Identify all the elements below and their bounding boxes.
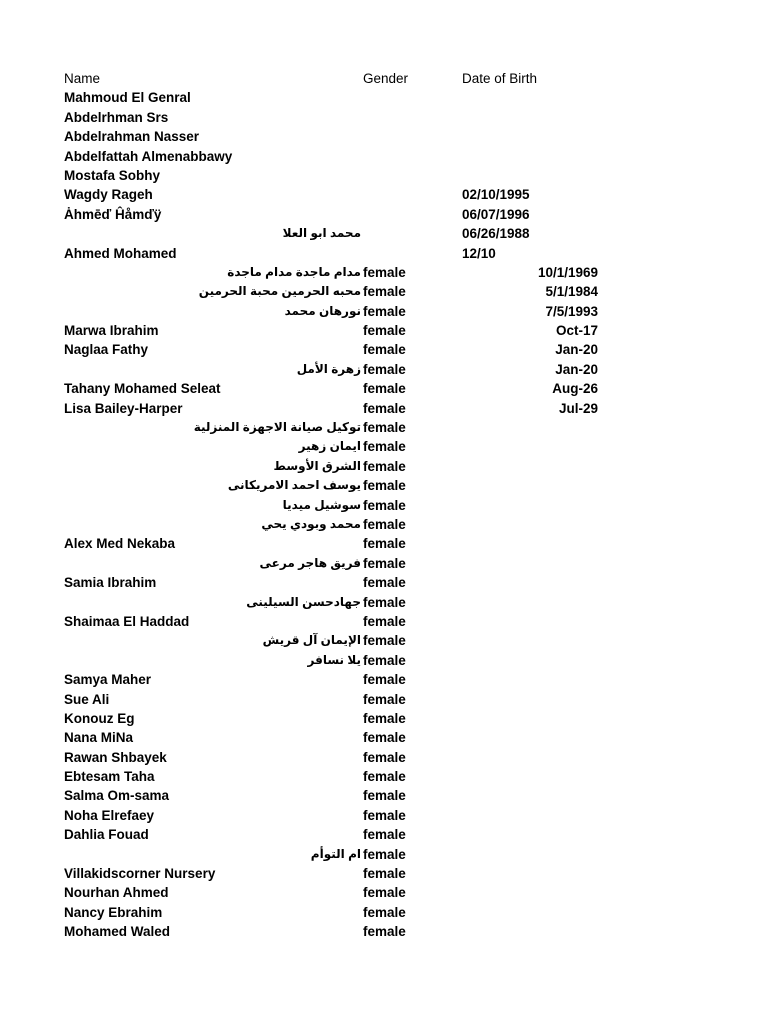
table-row bbox=[0, 379, 768, 398]
table-row bbox=[0, 321, 768, 340]
name-cell: Abdelrhman Srs bbox=[64, 109, 169, 125]
name-cell: Wagdy Rageh bbox=[64, 187, 153, 203]
name-cell: Nourhan Ahmed bbox=[64, 885, 169, 901]
table-row bbox=[0, 786, 768, 805]
name-cell: Shaimaa El Haddad bbox=[64, 613, 190, 629]
name-cell: Mostafa Sobhy bbox=[64, 167, 161, 183]
table-row bbox=[0, 127, 768, 146]
gender-cell: female bbox=[363, 478, 406, 494]
name-cell: ايمان زهير bbox=[298, 439, 361, 454]
name-cell: فريق هاجر مرعى bbox=[259, 555, 361, 570]
name-cell: Ahmed Mohamed bbox=[64, 245, 177, 261]
table-body bbox=[0, 88, 768, 941]
name-cell: محبه الحرمين محبة الحرمين bbox=[198, 284, 361, 299]
name-cell: محمد ابو العلا bbox=[282, 226, 361, 241]
name-cell: Dahlia Fouad bbox=[64, 827, 149, 843]
gender-cell: female bbox=[363, 866, 406, 882]
name-cell: Lisa Bailey-Harper bbox=[64, 400, 183, 416]
table-row bbox=[0, 903, 768, 922]
table-row bbox=[0, 922, 768, 941]
table-row bbox=[0, 88, 768, 107]
table-row bbox=[0, 883, 768, 902]
table-row bbox=[0, 302, 768, 321]
gender-cell: female bbox=[363, 672, 406, 688]
dob-cell: 10/1/1969 bbox=[537, 264, 598, 280]
table-row bbox=[0, 244, 768, 263]
name-cell: زهرة الأمل bbox=[296, 361, 361, 376]
header-row bbox=[0, 69, 768, 88]
gender-column-header: Gender bbox=[363, 71, 409, 86]
name-cell: Marwa Ibrahim bbox=[64, 323, 159, 339]
gender-cell: female bbox=[363, 846, 406, 862]
gender-cell: female bbox=[363, 769, 406, 785]
dob-cell: Oct-17 bbox=[555, 323, 598, 339]
table-row bbox=[0, 360, 768, 379]
dob-cell: Jan-20 bbox=[555, 361, 598, 377]
gender-cell: female bbox=[363, 652, 406, 668]
gender-cell: female bbox=[363, 381, 406, 397]
name-cell: Konouz Eg bbox=[64, 710, 135, 726]
gender-cell: female bbox=[363, 749, 406, 765]
gender-cell: female bbox=[363, 827, 406, 843]
name-cell: جهادحسن السيلينى bbox=[246, 594, 361, 609]
gender-cell: female bbox=[363, 323, 406, 339]
name-cell: مدام ماجدة مدام ماجدة bbox=[227, 264, 361, 279]
table-row bbox=[0, 748, 768, 767]
table-row bbox=[0, 108, 768, 127]
table-row bbox=[0, 282, 768, 301]
name-cell: Nana MiNa bbox=[64, 730, 134, 746]
name-cell: Samia Ibrahim bbox=[64, 575, 157, 591]
table-row bbox=[0, 224, 768, 243]
dob-cell: 5/1/1984 bbox=[545, 284, 598, 300]
table-row bbox=[0, 631, 768, 650]
table-row bbox=[0, 825, 768, 844]
gender-cell: female bbox=[363, 788, 406, 804]
table-row bbox=[0, 147, 768, 166]
table-row bbox=[0, 554, 768, 573]
dob-cell: 7/5/1993 bbox=[545, 303, 598, 319]
name-column-header: Name bbox=[64, 71, 101, 86]
table-row bbox=[0, 340, 768, 359]
gender-cell: female bbox=[363, 594, 406, 610]
table-row bbox=[0, 166, 768, 185]
name-cell: Ȧhmēď Ĥåmďÿ bbox=[64, 206, 162, 222]
name-cell: Naglaa Fathy bbox=[64, 342, 149, 358]
gender-cell: female bbox=[363, 575, 406, 591]
gender-cell: female bbox=[363, 439, 406, 455]
name-cell: ام التوأم bbox=[310, 846, 361, 861]
table-row bbox=[0, 573, 768, 592]
dob-cell: 06/07/1996 bbox=[462, 206, 530, 222]
dob-cell: Jul-29 bbox=[558, 400, 598, 416]
name-cell: Noha Elrefaey bbox=[64, 807, 155, 823]
name-cell: محمد وبودي يحي bbox=[261, 516, 361, 531]
table-row bbox=[0, 263, 768, 282]
name-cell: Abdelfattah Almenabbawy bbox=[64, 148, 233, 164]
name-cell: Sue Ali bbox=[64, 691, 110, 707]
gender-cell: female bbox=[363, 284, 406, 300]
gender-cell: female bbox=[363, 710, 406, 726]
table-row bbox=[0, 728, 768, 747]
contacts-table bbox=[0, 69, 768, 942]
gender-cell: female bbox=[363, 497, 406, 513]
dob-cell: 06/26/1988 bbox=[462, 226, 530, 242]
dob-cell: 02/10/1995 bbox=[462, 187, 530, 203]
name-cell: Mohamed Waled bbox=[64, 924, 171, 940]
table-row bbox=[0, 496, 768, 515]
gender-cell: female bbox=[363, 264, 406, 280]
gender-cell: female bbox=[363, 536, 406, 552]
gender-cell: female bbox=[363, 400, 406, 416]
gender-cell: female bbox=[363, 904, 406, 920]
name-cell: يلا نسافر bbox=[307, 652, 361, 667]
table-row bbox=[0, 690, 768, 709]
name-cell: Salma Om-sama bbox=[64, 788, 170, 804]
gender-cell: female bbox=[363, 691, 406, 707]
table-row bbox=[0, 437, 768, 456]
name-cell: Tahany Mohamed Seleat bbox=[64, 381, 221, 397]
table-row bbox=[0, 476, 768, 495]
name-cell: سوشيل ميديا bbox=[282, 497, 361, 512]
table-row bbox=[0, 806, 768, 825]
table-row bbox=[0, 457, 768, 476]
dob-cell: Aug-26 bbox=[552, 381, 598, 397]
table-row bbox=[0, 185, 768, 204]
dob-cell: Jan-20 bbox=[555, 342, 598, 358]
table-row bbox=[0, 515, 768, 534]
table-row bbox=[0, 651, 768, 670]
table-row bbox=[0, 534, 768, 553]
name-cell: Ebtesam Taha bbox=[64, 769, 155, 785]
dob-column-header: Date of Birth bbox=[462, 71, 538, 86]
table-row bbox=[0, 205, 768, 224]
table-row bbox=[0, 418, 768, 437]
table-row bbox=[0, 845, 768, 864]
name-cell: توكيل صيانة الاجهزة المنزلية bbox=[193, 420, 361, 435]
name-cell: Nancy Ebrahim bbox=[64, 904, 163, 920]
name-cell: Rawan Shbayek bbox=[64, 749, 167, 765]
table-row bbox=[0, 767, 768, 786]
gender-cell: female bbox=[363, 730, 406, 746]
name-cell: الإيمان آل قريش bbox=[262, 633, 361, 648]
name-cell: Abdelrahman Nasser bbox=[64, 129, 200, 145]
table-row bbox=[0, 709, 768, 728]
gender-cell: female bbox=[363, 885, 406, 901]
gender-cell: female bbox=[363, 420, 406, 436]
gender-cell: female bbox=[363, 555, 406, 571]
name-cell: يوسف احمد الامريكانى bbox=[227, 478, 361, 493]
table-row bbox=[0, 399, 768, 418]
name-cell: Samya Maher bbox=[64, 672, 152, 688]
dob-cell: 12/10 bbox=[462, 245, 496, 261]
name-cell: Mahmoud El Genral bbox=[64, 90, 191, 106]
name-cell: Villakidscorner Nursery bbox=[64, 866, 216, 882]
gender-cell: female bbox=[363, 303, 406, 319]
name-cell: Alex Med Nekaba bbox=[64, 536, 176, 552]
table-row bbox=[0, 670, 768, 689]
gender-cell: female bbox=[363, 613, 406, 629]
name-cell: الشرق الأوسط bbox=[273, 458, 361, 473]
gender-cell: female bbox=[363, 516, 406, 532]
table-row bbox=[0, 593, 768, 612]
gender-cell: female bbox=[363, 361, 406, 377]
table-row bbox=[0, 612, 768, 631]
gender-cell: female bbox=[363, 807, 406, 823]
name-cell: نورهان محمد bbox=[284, 303, 361, 318]
gender-cell: female bbox=[363, 924, 406, 940]
table-row bbox=[0, 864, 768, 883]
gender-cell: female bbox=[363, 342, 406, 358]
gender-cell: female bbox=[363, 458, 406, 474]
gender-cell: female bbox=[363, 633, 406, 649]
